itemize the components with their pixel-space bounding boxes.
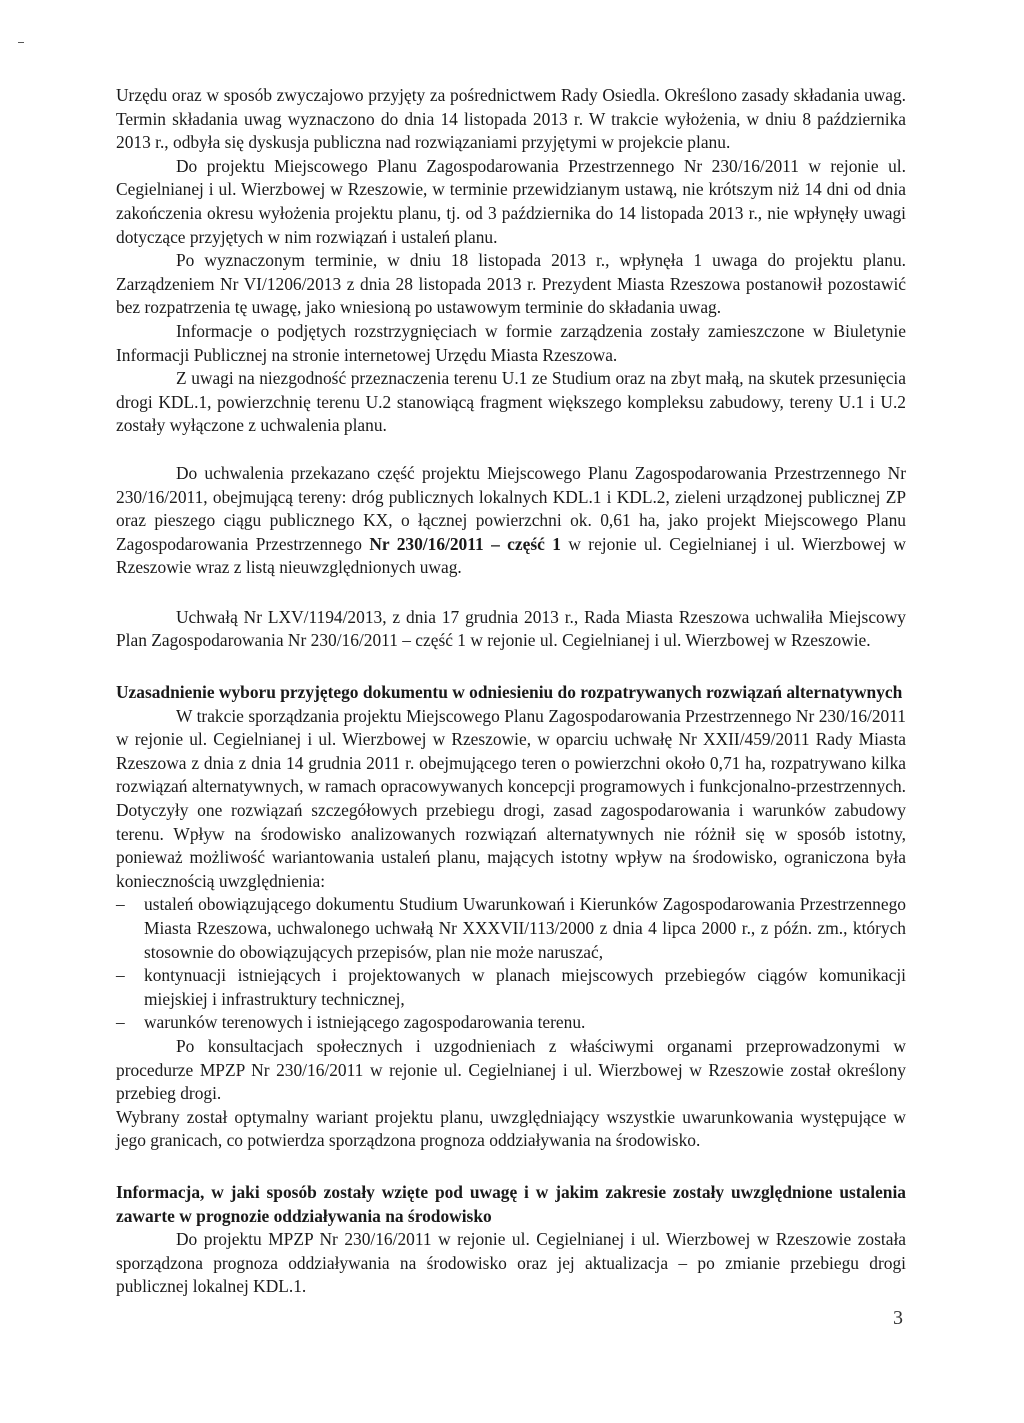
page-number: 3 [893,1307,903,1329]
section-heading: Uzasadnienie wyboru przyjętego dokumentu w odniesieniu do rozpatrywanych rozwiązań alternatywnych [116,682,903,703]
paragraph: Z uwagi na niezgodność przeznaczenia terenu U.1 ze Studium oraz na zbyt małą, na skutek przesunięcia drogi KDL.1, powierzchnię terenu U.2 stanowiącą fragment większego kompleksu zabudowy, tereny U.1 i U.2 zostały wyłączone z uchwalenia planu. [116,368,906,436]
section-heading: Informacja, w jaki sposób zostały wzięte pod uwagę i w jakim zakresie zostały uwzględnione ustalenia zawarte w prognozie oddziaływania na środowisko [116,1181,906,1226]
plan-number-bold: Nr 230/16/2011 – część 1 [369,533,561,554]
document-body [116,84,906,1299]
paragraph: Po konsultacjach społecznych i uzgodnieniach z właściwymi organami przeprowadzonymi w procedurze MPZP Nr 230/16/2011 w rejonie ul. Cegielnianej i ul. Wierzbowej w Rzeszowie został określony przebieg drogi. [116,1035,906,1104]
paragraph: Do projektu MPZP Nr 230/16/2011 w rejonie ul. Cegielnianej i ul. Wierzbowej w Rzeszowie została sporządzona prognoza oddziaływania na środowisko oraz jej aktualizacja – po zmianie przebiegu drogi publicznej lokalnej KDL.1. [116,1229,906,1297]
paragraph: Wybrany został optymalny wariant projektu planu, uwzględniający wszystkie uwarunkowania występujące w jego granicach, co potwierdza sporządzona prognoza oddziaływania na środowisko. [116,1106,906,1151]
paragraph: Informacje o podjętych rozstrzygnięciach w formie zarządzenia zostały zamieszczone w Biuletynie Informacji Publicznej na stronie internetowej Urzędu Miasta Rzeszowa. [116,320,906,365]
list-item: – warunków terenowych i istniejącego zagospodarowania terenu. [116,1011,906,1035]
scan-mark [18,42,24,43]
paragraph-text: Do uchwalenia przekazano część projektu Miejscowego Planu Zagospodarowania Przestrzennego Nr 230/16/2011, obejmującą tereny: dróg publicznych lokalnych KDL.1 i KDL.2, zieleni urządzonej publicznej ZP oraz pieszego ciągu publicznego KX, o łącznej powierzchni ok. 0,61 ha, jako projekt Miejscowego Planu Zagospodarowania Przestrzennego [116,462,906,554]
dash-list [116,893,906,1035]
list-item: – kontynuacji istniejących i projektowanych w planach miejscowych przebiegów ciągów komunikacji miejskiej i infrastruktury technicznej, [116,964,906,1011]
paragraph: Urzędu oraz w sposób zwyczajowo przyjęty za pośrednictwem Rady Osiedla. Określono zasady składania uwag. Termin składania uwag wyznaczono do dnia 14 listopada 2013 r. W trakcie wyłożenia, w dniu 8 października 2013 r., odbyła się dyskusja publiczna nad rozwiązaniami przyjętymi w projekcie planu. [116,85,906,153]
paragraph: Do projektu Miejscowego Planu Zagospodarowania Przestrzennego Nr 230/16/2011 w rejonie ul. Cegielnianej i ul. Wierzbowej w Rzeszowie, w terminie przewidzianym ustawą, nie krótszym niż 14 dni od dnia zakończenia okresu wyłożenia projektu planu, tj. od 3 października do 14 listopada 2013 r., nie wpłynęły uwagi dotyczące przyjętych w nim rozwiązań i ustaleń planu. [116,155,906,247]
paragraph: Uchwałą Nr LXV/1194/2013, z dnia 17 grudnia 2013 r., Rada Miasta Rzeszowa uchwaliła Miejscowy Plan Zagospodarowania Nr 230/16/2011 – część 1 w rejonie ul. Cegielnianej i ul. Wierzbowej w Rzeszowie. [116,606,906,651]
paragraph: Po wyznaczonym terminie, w dniu 18 listopada 2013 r., wpłynęła 1 uwaga do projektu planu. Zarządzeniem Nr VI/1206/2013 z dnia 28 listopada 2013 r. Prezydent Miasta Rzeszowa postanowił pozostawić bez rozpatrzenia tę uwagę, jako wniesioną po ustawowym terminie do składania uwag. [116,250,906,318]
paragraph-text: w rejonie ul. Cegielnianej i ul. Wierzbowej w Rzeszowie wraz z listą nieuwzględnionych uwag. [116,533,906,578]
list-item: – ustaleń obowiązującego dokumentu Studium Uwarunkowań i Kierunków Zagospodarowania Przestrzennego Miasta Rzeszowa, uchwalonego uchwałą Nr XXXVII/113/2000 z dnia 4 lipca 2000 r., z późn. zm., których stosownie do obowiązujących przepisów, plan nie może naruszać, [116,893,906,964]
paragraph: W trakcie sporządzania projektu Miejscowego Planu Zagospodarowania Przestrzennego Nr 230/16/2011 w rejonie ul. Cegielnianej i ul. Wierzbowej w Rzeszowie, w oparciu uchwałę Nr XXII/459/2011 Rady Miasta Rzeszowa z dnia z dnia 14 grudnia 2011 r. obejmującego teren o powierzchni około 0,71 ha, rozpatrywano kilka rozwiązań alternatywnych, w ramach opracowywanych koncepcji programowych i funkcjonalno-przestrzennych. Dotyczyły one rozwiązań szczegółowych przebiegu drogi, zasad zagospodarowania i warunków zabudowy terenu. Wpływ na środowisko analizowanych rozwiązań alternatywnych nie różnił się w sposób istotny, ponieważ możliwość wariantowania ustaleń planu, mających istotny wpływ na środowisko, ograniczona była koniecznością uwzględnienia: [116,705,906,891]
paragraph [116,462,906,580]
